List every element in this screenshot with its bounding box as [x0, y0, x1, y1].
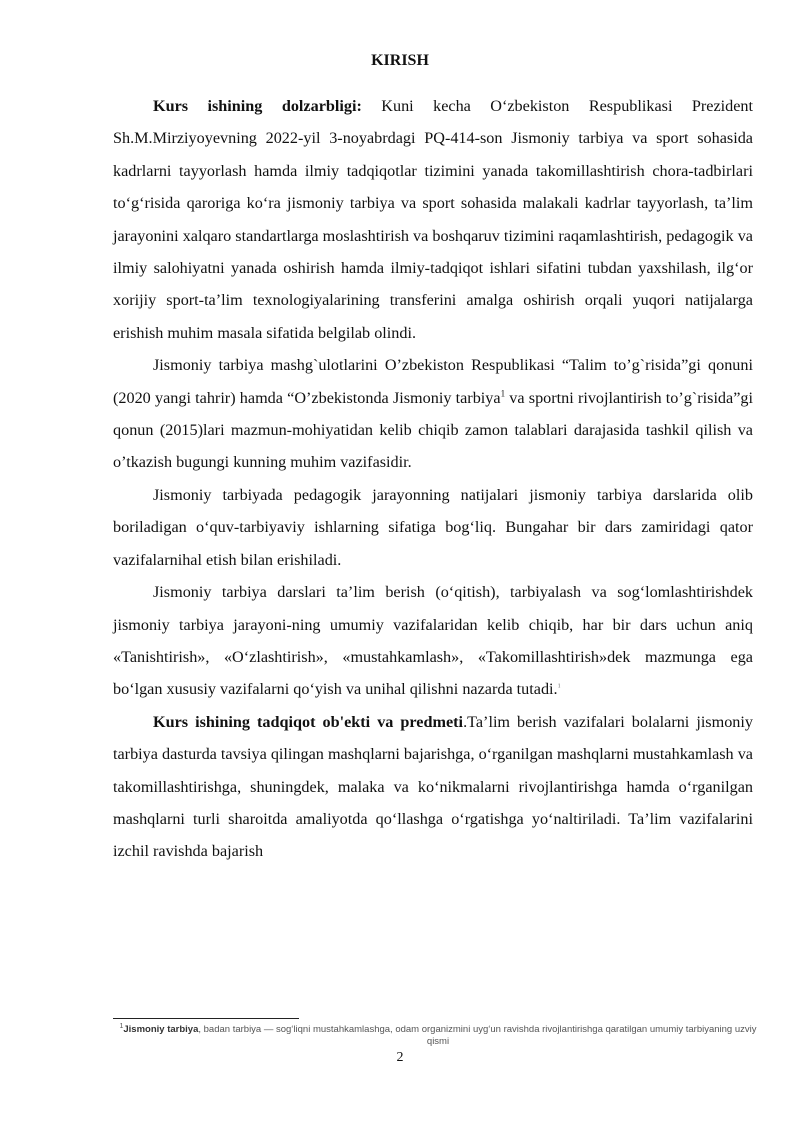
body-text [113, 90, 753, 868]
page-number: 2 [396, 1050, 404, 1065]
footnote-divider [113, 1018, 299, 1019]
footnote-mark: 1 [557, 683, 561, 690]
footnote [113, 1024, 763, 1048]
paragraph-relevance [113, 90, 753, 349]
paragraph-lead: Kurs ishining tadqiqot ob'ekti va predmeti [153, 712, 464, 731]
footnote-term: Jismoniy tarbiya [123, 1024, 199, 1035]
paragraph-text: Jismoniy tarbiya darslari ta’lim berish (o‘qitish), tarbiyalash va sog‘lomlashtirishdek jismoniy tarbiya jarayoni-ning umumiy vazifalaridan kelib chiqib, har bir dars uchun aniq «Tanishtirish», «O‘zlashtirish», «mustahkamlash», «Takomillashtirish»dek mazmunga ega bo‘lgan xususiy vazifalarni qo‘yish va unihal qilishni nazarda tutadi. [113, 583, 753, 699]
paragraph-text: .Ta’lim berish vazifalari bolalarni jismoniy tarbiya dasturda tavsiya qilingan mashqlarni bajarishga, o‘rganilgan mashqlarni mustahkamlash va takomillashtirishga, shuningdek, malaka va ko‘nikmalarni rivojlantirishga hamda o‘rganilgan mashqlarni turli sharoitda amaliyotda qo‘llashga o‘rgatishga yo‘naltiriladi. Ta’lim vazifalarini izchil ravishda bajarish [113, 712, 753, 861]
paragraph-lead: Kurs ishining dolzarbligi: [153, 97, 362, 115]
paragraph-text: va sportni rivojlantirish to’g`risida”gi qonun (2015)lari mazmun-mohiyatidan kelib chiqib zamon talablari darajasida tashkil qilish va o’tkazish bugungi kunning muhim vazifasidir. [113, 388, 753, 472]
section-title: KIRISH [371, 52, 429, 69]
paragraph-text: Jismoniy tarbiyada pedagogik jarayonning natijalari jismoniy tarbiya darslarida olib boriladigan o‘quv-tarbiyaviy ishlarning sifatiga bog‘liq. Bungahar bir dars zamiridagi qator vazifalarnihal etish bilan erishiladi. [113, 485, 753, 569]
paragraph-object [113, 706, 753, 868]
footnote-text: , badan tarbiya — sogʻliqni mustahkamlashga, odam organizmini uygʻun ravishda rivojlantirishga qaratilgan umumiy tarbiyaning uzviy qismi [198, 1024, 757, 1047]
paragraph-text: Kuni kecha O‘zbekiston Respublikasi Prezident Sh.M.Mirziyoyevning 2022-yil 3-noyabrdagi PQ-414-son Jismoniy tarbiya va sport sohasida kadrlarni tayyorlash hamda ilmiy tadqiqotlar tizimini yanada takomillashtirish chora-tadbirlari to‘g‘risida qaroriga ko‘ra jismoniy tarbiya va sport sohasida malakali kadrlar tayyorlash, ta’lim jarayonini xalqaro standartlarga moslashtirish va boshqaruv tizimini raqamlashtirish, pedagogik va ilmiy salohiyatni yanada oshirish hamda ilmiy-tadqiqot ishlari sifatini tubdan yaxshilash, ilg‘or xorijiy sport-ta’lim texnologiyalarining transferini amalga oshirish orqali yuqori natijalarga erishish muhim masala sifatida belgilab olindi. [113, 97, 754, 342]
paragraph-laws [113, 349, 753, 479]
paragraph-pedagogy [113, 479, 753, 576]
paragraph-lessons [113, 576, 753, 706]
paragraph-text: Jismoniy tarbiya mashg`ulotlarini O’zbekiston Respublikasi “Talim to’g`risida”gi qonuni (2020 yangi tahrir) hamda “O’zbekistonda Jismoniy tarbiya [113, 356, 753, 407]
footnote-reference[interactable]: 1 [500, 388, 506, 399]
footnote-mark: 1 [119, 1022, 124, 1030]
